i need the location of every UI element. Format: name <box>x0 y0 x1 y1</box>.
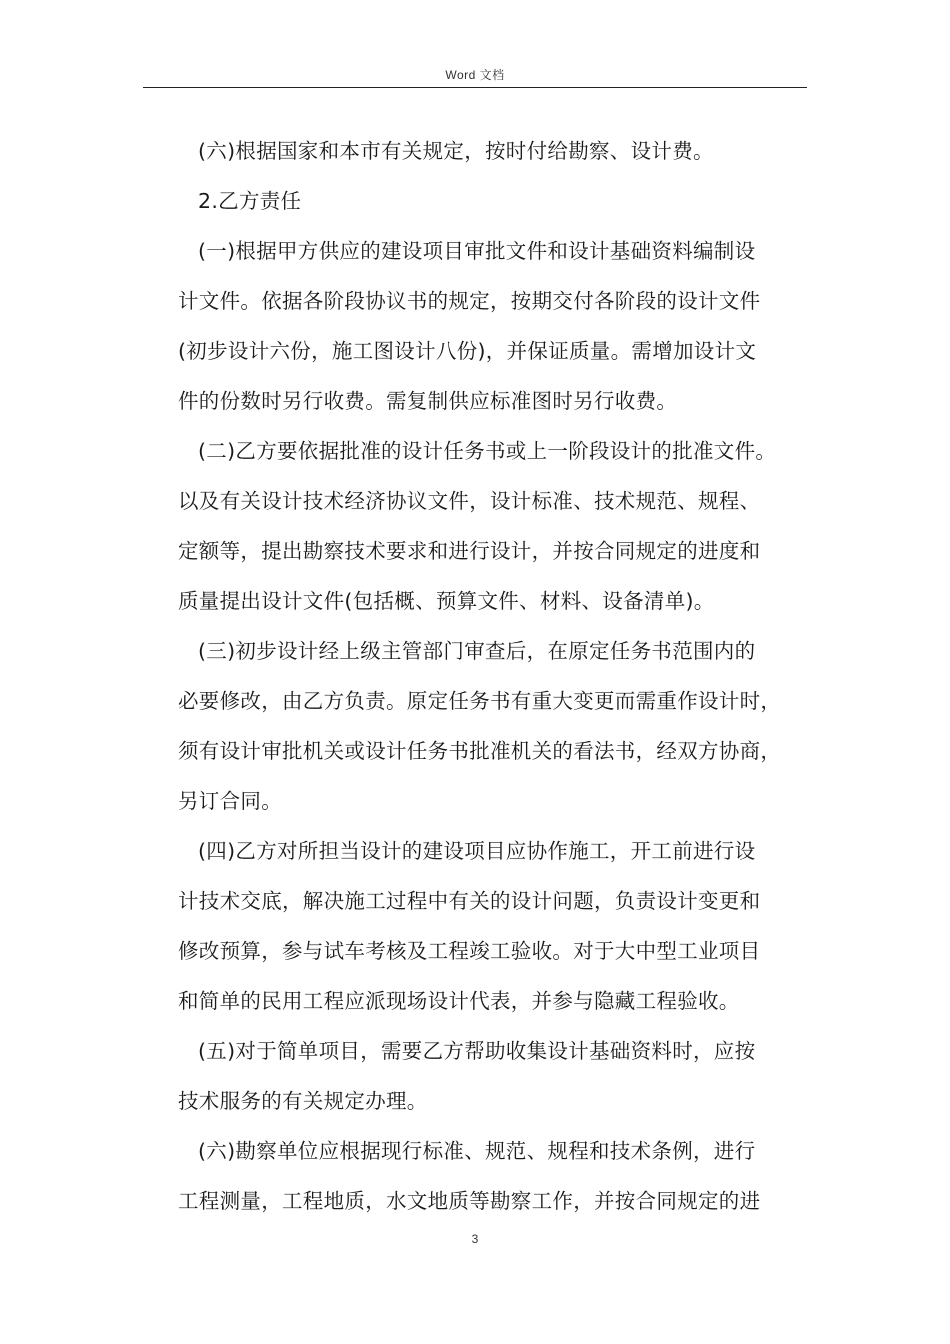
text-line: 技术服务的有关规定办理。 <box>178 1089 428 1113</box>
text-line: 定额等，提出勘察技术要求和进行设计，并按合同规定的进度和 <box>178 539 761 563</box>
text-line: (四)乙方对所担当设计的建设项目应协作施工，开工前进行设 <box>198 839 756 863</box>
text-line: (六)勘察单位应根据现行标准、规范、规程和技术条例，进行 <box>198 1139 756 1163</box>
text-line: (五)对于简单项目，需要乙方帮助收集设计基础资料时，应按 <box>198 1039 756 1063</box>
text-line: 以及有关设计技术经济协议文件，设计标准、技术规范、规程、 <box>178 489 761 513</box>
text-line: 和简单的民用工程应派现场设计代表，并参与隐藏工程验收。 <box>178 989 740 1013</box>
text-line: 工程测量，工程地质，水文地质等勘察工作，并按合同规定的进 <box>178 1189 761 1213</box>
page-header: Word 文档 <box>445 68 505 82</box>
document-body <box>178 126 808 1226</box>
text-line: 件的份数时另行收费。需复制供应标准图时另行收费。 <box>178 389 678 413</box>
text-line: 须有设计审批机关或设计任务书批准机关的看法书，经双方协商， <box>178 739 782 763</box>
text-line: (六)根据国家和本市有关规定，按时付给勘察、设计费。 <box>198 139 714 163</box>
text-line: 计文件。依据各阶段协议书的规定，按期交付各阶段的设计文件 <box>178 289 761 313</box>
text-line: 必要修改，由乙方负责。原定任务书有重大变更而需重作设计时， <box>178 689 782 713</box>
text-line: (二)乙方要依据批准的设计任务书或上一阶段设计的批准文件。 <box>198 439 777 463</box>
text-line: 2.乙方责任 <box>198 189 302 213</box>
header-divider <box>143 87 807 88</box>
page-number: 3 <box>471 1232 479 1246</box>
text-line: (三)初步设计经上级主管部门审查后，在原定任务书范围内的 <box>198 639 756 663</box>
text-line: 另订合同。 <box>178 789 282 813</box>
text-line: 修改预算，参与试车考核及工程竣工验收。对于大中型工业项目 <box>178 939 761 963</box>
text-line: (一)根据甲方供应的建设项目审批文件和设计基础资料编制设 <box>198 239 756 263</box>
text-line: 计技术交底，解决施工过程中有关的设计问题，负责设计变更和 <box>178 889 761 913</box>
text-line: 质量提出设计文件(包括概、预算文件、材料、设备清单)。 <box>178 589 715 613</box>
text-line: (初步设计六份，施工图设计八份)，并保证质量。需增加设计文 <box>178 339 757 363</box>
